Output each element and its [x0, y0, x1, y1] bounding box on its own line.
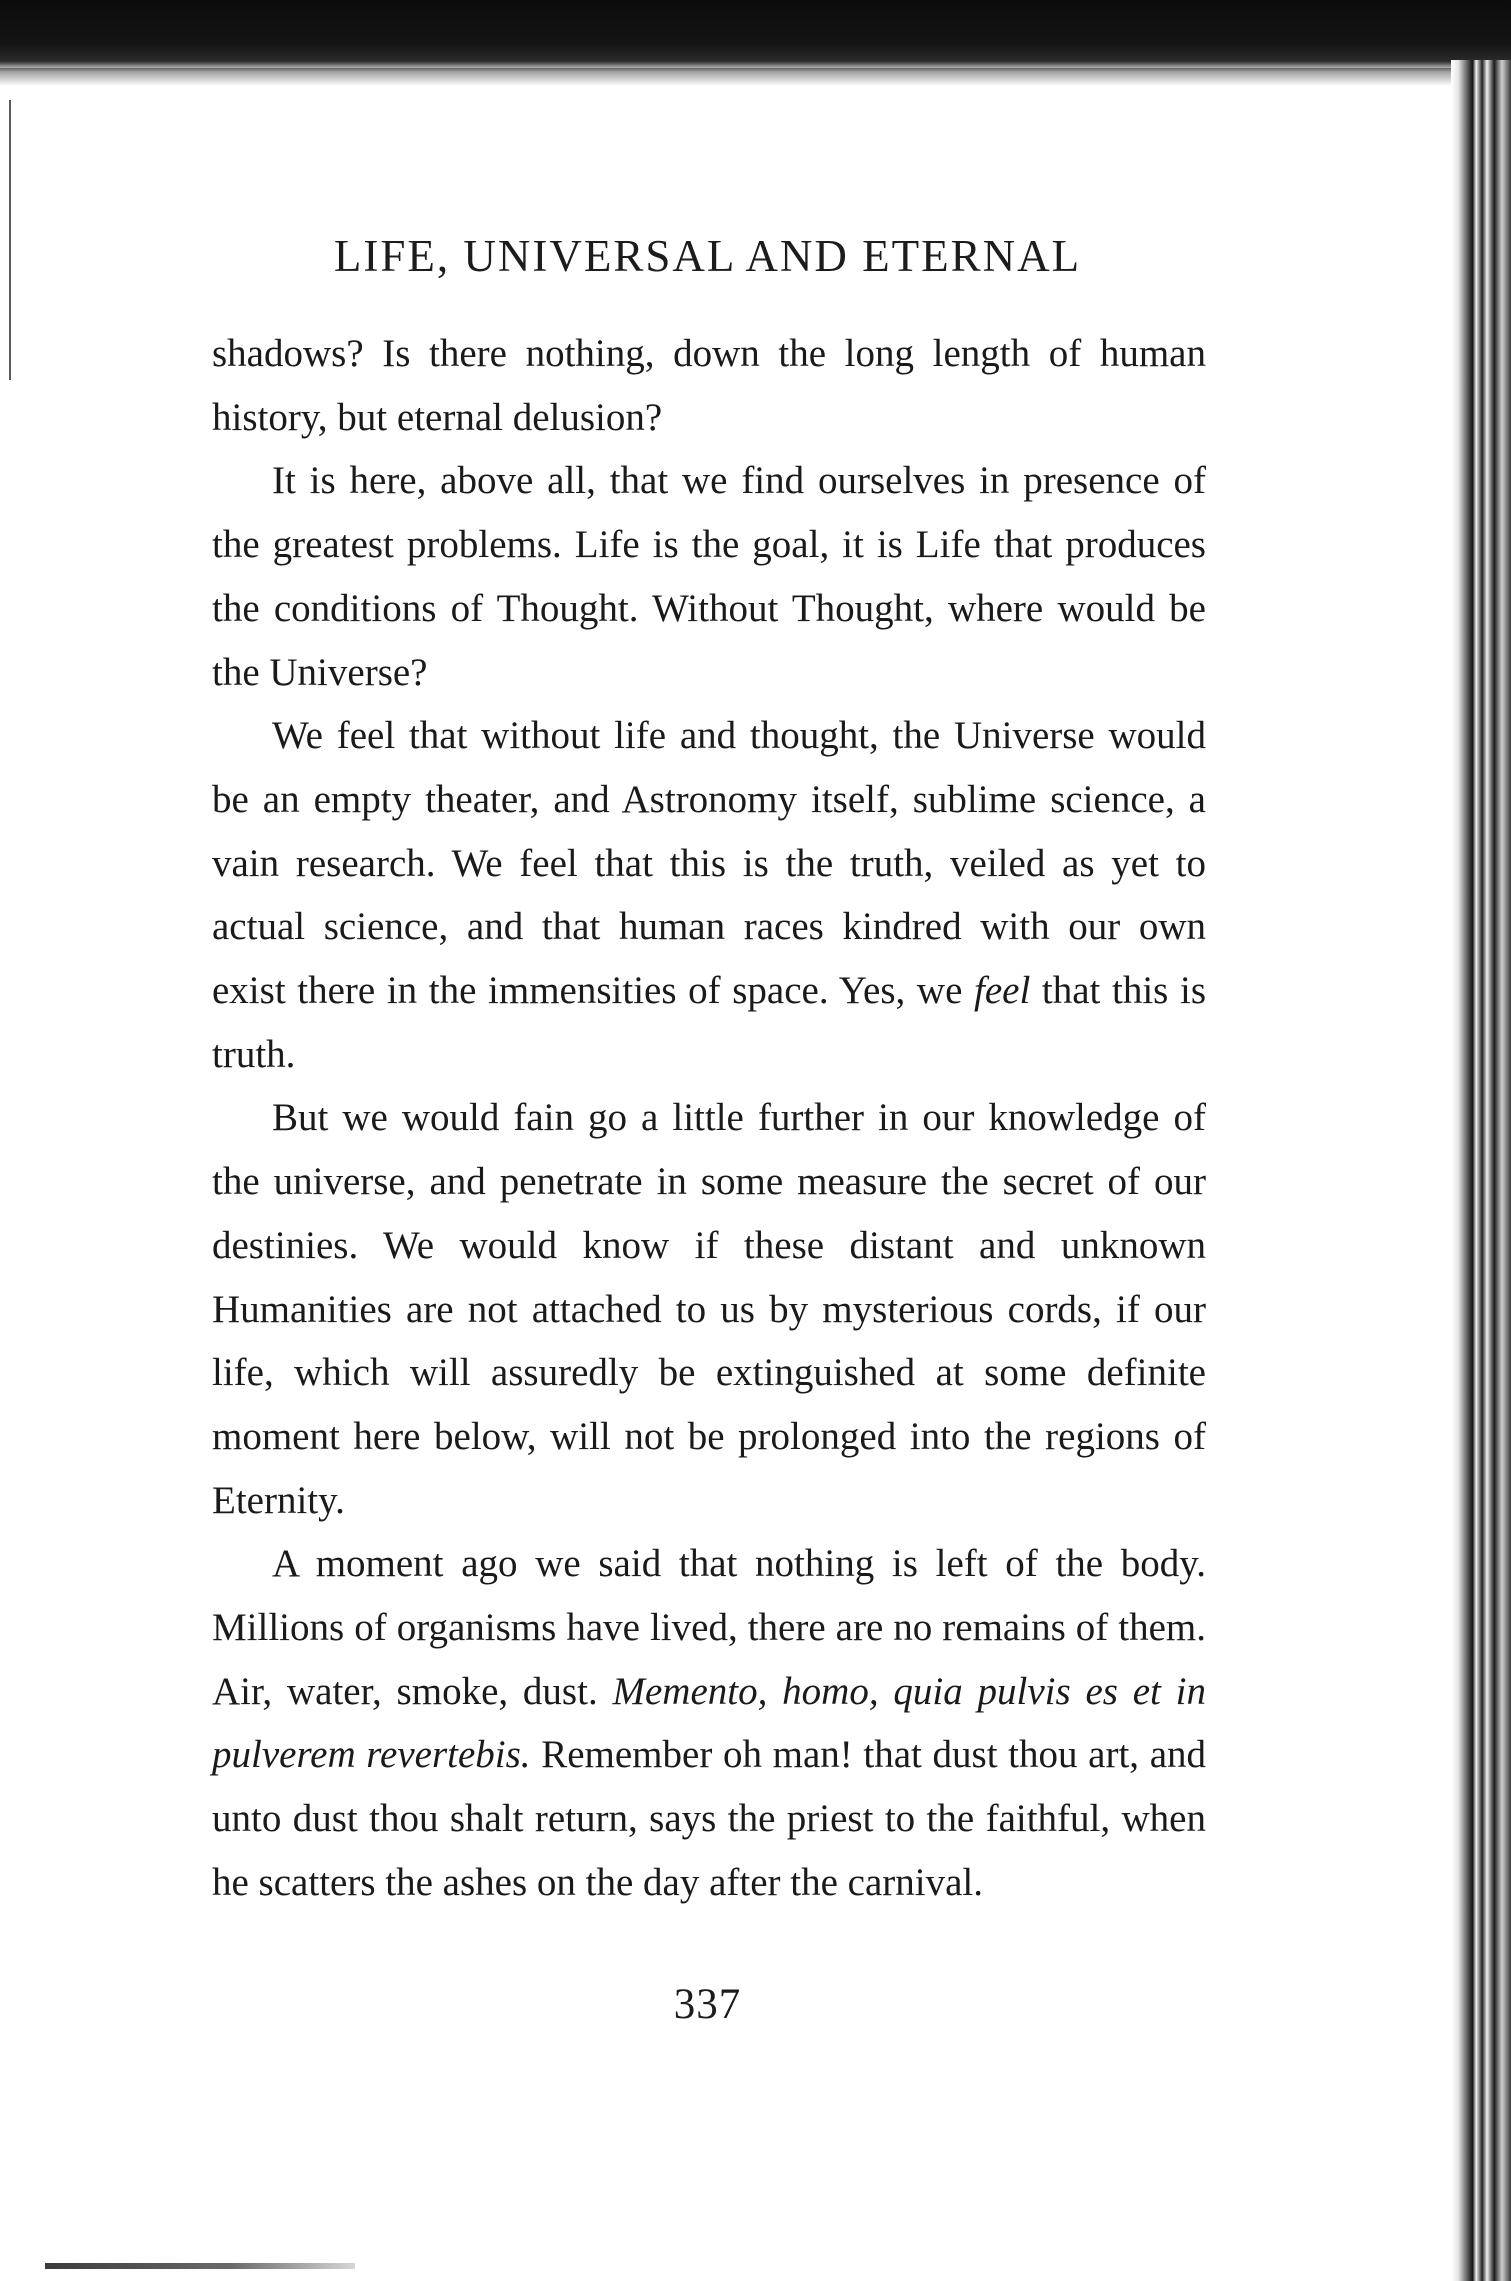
italic-text: feel — [974, 969, 1031, 1013]
text-run: Remember oh man! that dust thou art, and unto dust thou shalt return, says the priest to the faithful, when he scatters the ashes on the day after the carnival. — [212, 1733, 1206, 1904]
text-run: It is here, above all, that we find ourselves in presence of the greatest problems. Life is the goal, it is Life that produces the conditions of Thought. Without Thought, where would be the Universe? — [212, 459, 1206, 694]
italic-text: Memento, homo, quia pulvis es et in pulverem revertebis. — [212, 1669, 1207, 1777]
body-text — [212, 322, 1206, 1915]
paragraph — [212, 1086, 1206, 1532]
text-run: shadows? Is there nothing, down the long length of human history, but eternal delusion? — [212, 332, 1206, 439]
text-run: A moment ago we said that nothing is left of the body. Millions of organisms have lived, there are no remains of them. Air, water, smoke, dust. — [212, 1542, 1206, 1713]
running-head: LIFE, UNIVERSAL AND ETERNAL — [333, 231, 1082, 281]
paragraph — [212, 704, 1206, 1086]
text-run: But we would fain go a little further in our knowledge of the universe, and penetrate in some measure the secret of our destinies. We would know if these distant and unknown Humanities are not attached to us by mysterious cords, if our life, which will assuredly be extinguished at some definite moment here below, will not be prolonged into the regions of Eternity. — [212, 1096, 1206, 1522]
text-run: that this is truth. — [212, 969, 1206, 1076]
text-run: We feel that without life and thought, the Universe would be an empty theater, and Astronomy itself, sublime science, a vain research. We feel that this is the truth, veiled as yet to actual science, and that human races kindred with our own exist there in the immensities of space. Yes, we — [212, 714, 1206, 1013]
paragraph — [212, 449, 1206, 704]
paragraph — [212, 322, 1206, 449]
page-number: 337 — [673, 1981, 742, 2028]
paragraph — [212, 1532, 1206, 1914]
